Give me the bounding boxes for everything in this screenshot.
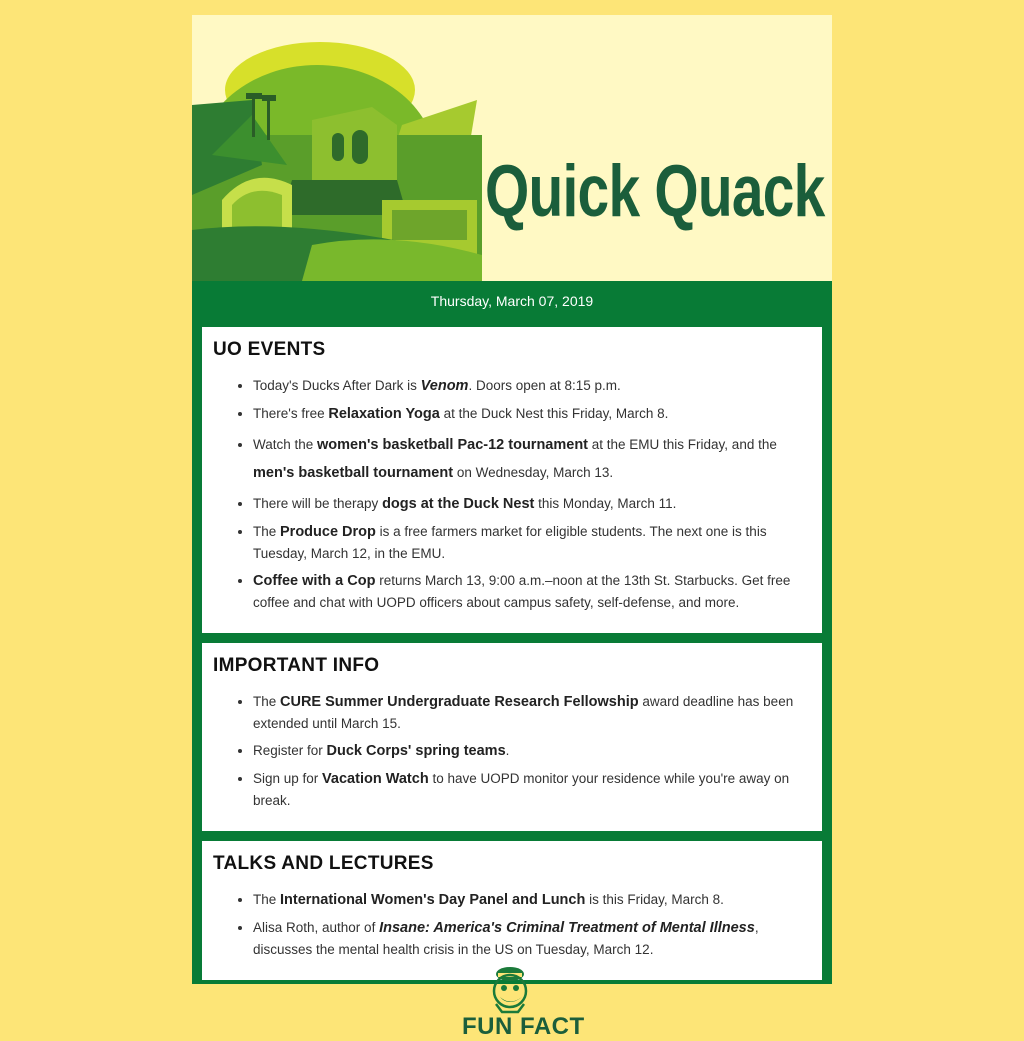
link[interactable]: CURE Summer Undergraduate Research Fellowship [280, 694, 639, 710]
link[interactable]: Vacation Watch [322, 771, 429, 787]
newsletter [192, 15, 832, 984]
link[interactable]: Duck Corps' spring teams [326, 743, 506, 759]
list-item: • There will be therapy dogs at the Duck Nest this Monday, March 11. [253, 493, 818, 515]
duck-mascot-icon [488, 964, 532, 1014]
link[interactable]: Insane: America's Criminal Treatment of Mental Illness [379, 920, 755, 936]
link[interactable]: International Women's Day Panel and Lunch [280, 892, 586, 908]
section-title: IMPORTANT INFO [213, 655, 380, 676]
brand-title: Quick Quack [485, 151, 825, 232]
section-talks-lectures [202, 841, 822, 980]
section-title: UO EVENTS [213, 339, 326, 360]
header-banner[interactable] [192, 15, 832, 281]
fun-fact-heading: FUN FACT [462, 1013, 585, 1040]
list-item: • The Produce Drop is a free farmers market for eligible students. The next one is this Tuesday, March 12, in the EMU. [253, 521, 818, 564]
list-item: • The International Women's Day Panel and Lunch is this Friday, March 8. [253, 889, 818, 911]
link[interactable]: Produce Drop [280, 524, 376, 540]
list-item: • The CURE Summer Undergraduate Research Fellowship award deadline has been extended until March 15. [253, 691, 818, 734]
list-item: • Alisa Roth, author of Insane: America's Criminal Treatment of Mental Illness, discusses the mental health crisis in the US on Tuesday, March 12. [253, 917, 818, 960]
link[interactable]: dogs at the Duck Nest [382, 496, 535, 512]
content-area [192, 281, 832, 984]
section-uo-events [202, 327, 822, 633]
list-item: • Register for Duck Corps' spring teams. [253, 740, 818, 762]
link[interactable]: women's basketball Pac-12 tournament [317, 437, 589, 453]
issue-date: Thursday, March 07, 2019 [430, 293, 594, 309]
list-item: • Coffee with a Cop returns March 13, 9:00 a.m.–noon at the 13th St. Starbucks. Get free coffee and chat with UOPD officers about campus safety, self-defense, and more. [253, 570, 818, 613]
link[interactable]: Relaxation Yoga [328, 406, 440, 422]
list-item: • There's free Relaxation Yoga at the Duck Nest this Friday, March 8. [253, 403, 818, 425]
list-item: • Sign up for Vacation Watch to have UOPD monitor your residence while you're away on break. [253, 768, 818, 811]
link[interactable]: Coffee with a Cop [253, 573, 376, 589]
list-item: • Today's Ducks After Dark is Venom. Doors open at 8:15 p.m. [253, 375, 818, 397]
section-important-info [202, 643, 822, 831]
link[interactable]: men's basketball tournament [253, 465, 454, 481]
section-title: TALKS AND LECTURES [213, 853, 434, 874]
link[interactable]: Venom [420, 378, 469, 394]
duck-collage-graphic [192, 15, 492, 281]
list-item: • Watch the women's basketball Pac-12 tournament at the EMU this Friday, and the men's basketball tournament on Wednesday, March 13. [253, 431, 818, 487]
